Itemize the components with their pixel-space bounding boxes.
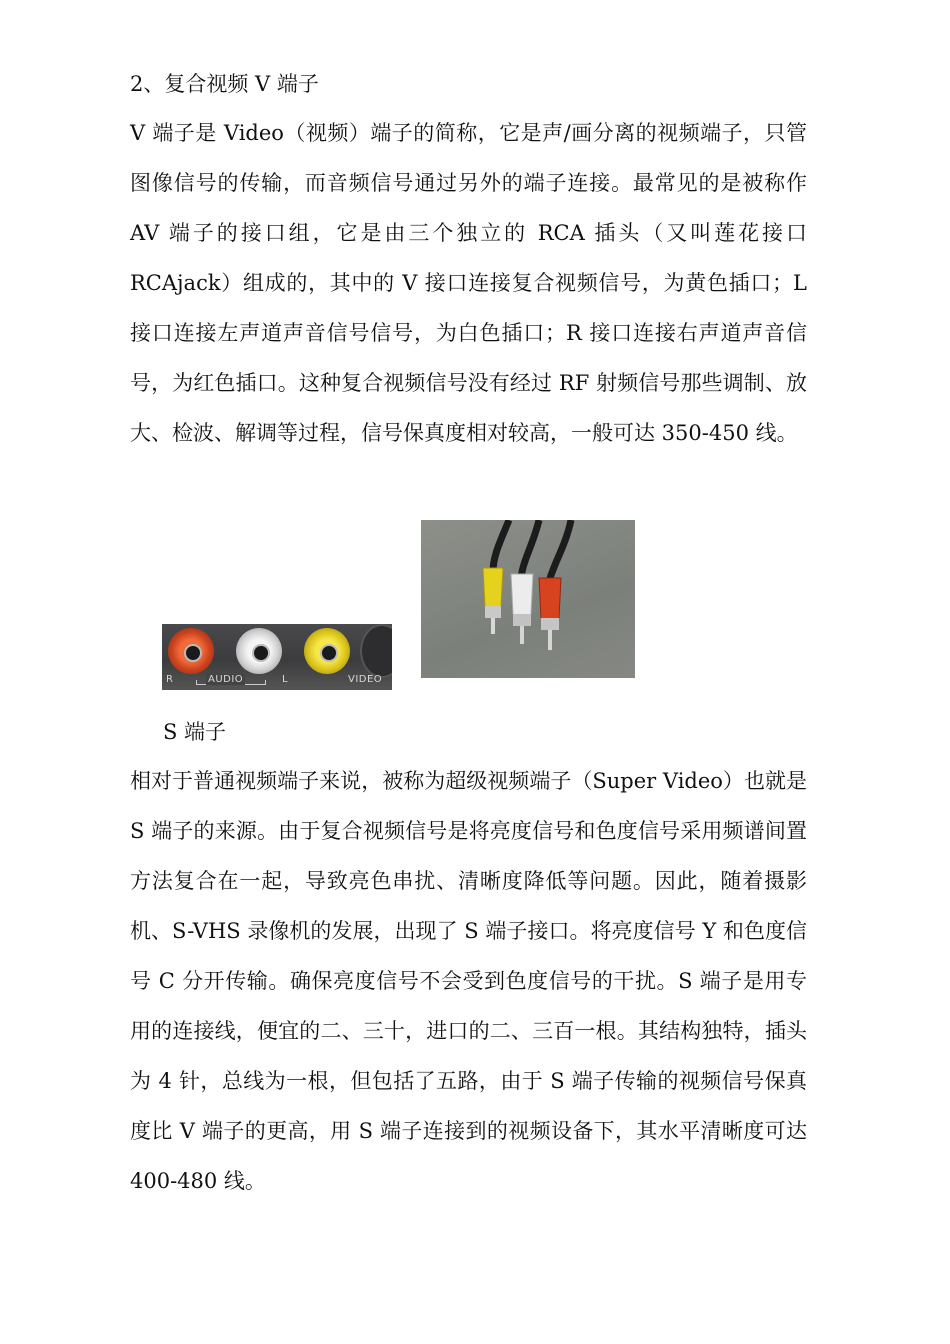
label-audio: AUDIO [208, 674, 244, 685]
red-plug [539, 578, 561, 650]
partial-jack [360, 624, 392, 678]
label-l: L [282, 674, 289, 685]
yellow-jack [304, 628, 350, 674]
label-video: VIDEO [348, 674, 383, 685]
yellow-plug [483, 568, 503, 634]
composite-video-paragraph: V 端子是 Video（视频）端子的简称，它是声/画分离的视频端子，只管图像信号的传输，而音频信号通过另外的端子连接。最常见的是被称作 AV 端子的接口组，它是由三个独立的 RCA 插头（又叫莲花接口 RCAjack）组成的，其中的 V 接口连接复合视频信号，为黄色插口；L 接口连接左声道声音信号信号，为白色插口；R 接口连接右声道声音信号，为红色插口。这种复合视频信号没有经过 RF 射频信号那些调制、放大、检波、解调等过程，信号保真度相对较高，一般可达 350-450 线。 [130, 121, 807, 445]
label-r: R [166, 674, 174, 685]
s-video-paragraph: 相对于普通视频端子来说，被称为超级视频端子（Super Video）也就是 S 端子的来源。由于复合视频信号是将亮度信号和色度信号采用频谱间置方法复合在一起，导致亮色串扰、清晰度降低等问题。因此，随着摄影机、S-VHS 录像机的发展，出现了 S 端子接口。将亮度信号 Y 和色度信号 C 分开传输。确保亮度信号不会受到色度信号的干扰。S 端子是用专用的连接线，便宜的二、三十，进口的二、三百一根。其结构独特，插头为 4 针，总线为一根，但包括了五路，由于 S 端子传输的视频信号保真度比 V 端子的更高，用 S 端子连接到的视频设备下，其水平清晰度可达 400-480 线。 [130, 769, 807, 1193]
rca-cable-photo [421, 520, 635, 678]
section-heading-s-video: S 端子 [163, 720, 227, 744]
section-heading-composite-video: 2、复合视频 V 端子 [130, 72, 319, 96]
rca-cable-drawing [421, 520, 635, 678]
white-jack [236, 628, 282, 674]
red-jack [168, 628, 214, 674]
av-jack-panel-photo [162, 624, 392, 690]
white-plug [511, 574, 533, 644]
